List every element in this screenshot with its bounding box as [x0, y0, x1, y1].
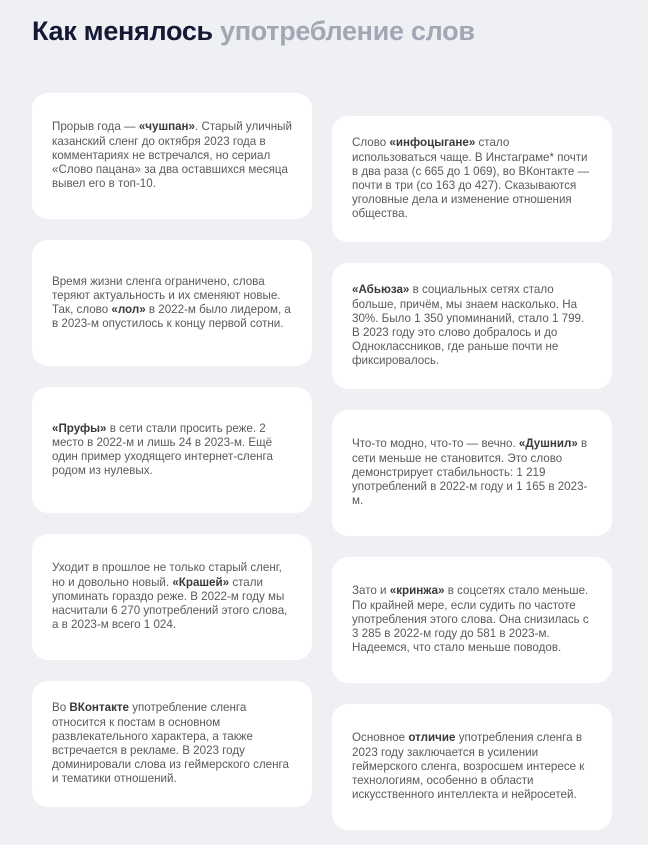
card-text: «Пруфы» в сети стали просить реже. 2 место в 2022-м и лишь 24 в 2023-м. Ещё один пример уходящего интернет-сленга родом из нулевых. — [52, 421, 273, 478]
card-text: «Абьюза» в социальных сетях стало больше, причём, мы знаем насколько. На 30%. Было 1 350 упоминаний, стало 1 799. В 2023 году это слово добралось и до Одноклассников, где раньше почти не фиксировалось. — [352, 283, 585, 368]
card-proofs — [32, 387, 312, 513]
card-text: Во ВКонтакте употребление сленга относится к постам в основном развлекательного характера, а также встречается в рекламе. В 2023 году доминировали слова из геймерского сленга и тематики отношений. — [52, 701, 289, 786]
card-text: Слово «инфоцыгане» стало использоваться чаще. В Инстаграме* почти в два раза (с 665 до 1 069), во ВКонтакте — почти в три (со 163 до 427). Сказываются уголовные дела и изменение отношения общества. — [352, 136, 590, 221]
card-text: Время жизни сленга ограничено, слова теряют актуальность и их сменяют новые. Так, слово «лол» в 2022-м было лидером, а в 2023-м опустилось к концу первой сотни. — [52, 274, 291, 331]
card-text: Основное отличие употребления сленга в 2023 году заключается в усилении геймерского сленга, возросшем интересе к технологиям, особенно в области искусственного интеллекта и нейросетей. — [352, 731, 585, 802]
card-text: Прорыв года — «чушпан». Старый уличный казанский сленг до октября 2023 года в комментариях не встречался, но сериал «Слово пацана» за два оставшихся месяца вывел его в топ-10. — [52, 120, 292, 191]
card-crush — [32, 534, 312, 660]
card-main-difference — [332, 704, 612, 830]
card-lol — [32, 240, 312, 366]
card-abuse — [332, 263, 612, 389]
card-cringe — [332, 557, 612, 683]
card-text: Зато и «кринжа» в соцсетях стало меньше. По крайней мере, если судить по частоте употребления этого слова. Она снизилась с 3 285 в 2022-м году до 581 в 2023-м. Надеемся, что стало меньше поводов. — [352, 584, 589, 655]
card-vkontakte — [32, 681, 312, 807]
card-infocygane — [332, 116, 612, 242]
card-dushnil — [332, 410, 612, 536]
card-chushpan — [32, 93, 312, 219]
card-text: Что-то модно, что-то — вечно. «Душнил» в сети меньше не становится. Это слово демонстрирует стабильность: 1 219 употреблений в 2022-м году и 1 165 в 2023-м. — [352, 437, 588, 508]
page-title: Как менялось употребление слов — [32, 16, 475, 46]
card-text: Уходит в прошлое не только старый сленг, но и довольно новый. «Крашей» стали упоминать гораздо реже. В 2022-м году мы насчитали 6 270 употреблений этого слова, а в 2023-м всего 1 024. — [52, 561, 288, 632]
